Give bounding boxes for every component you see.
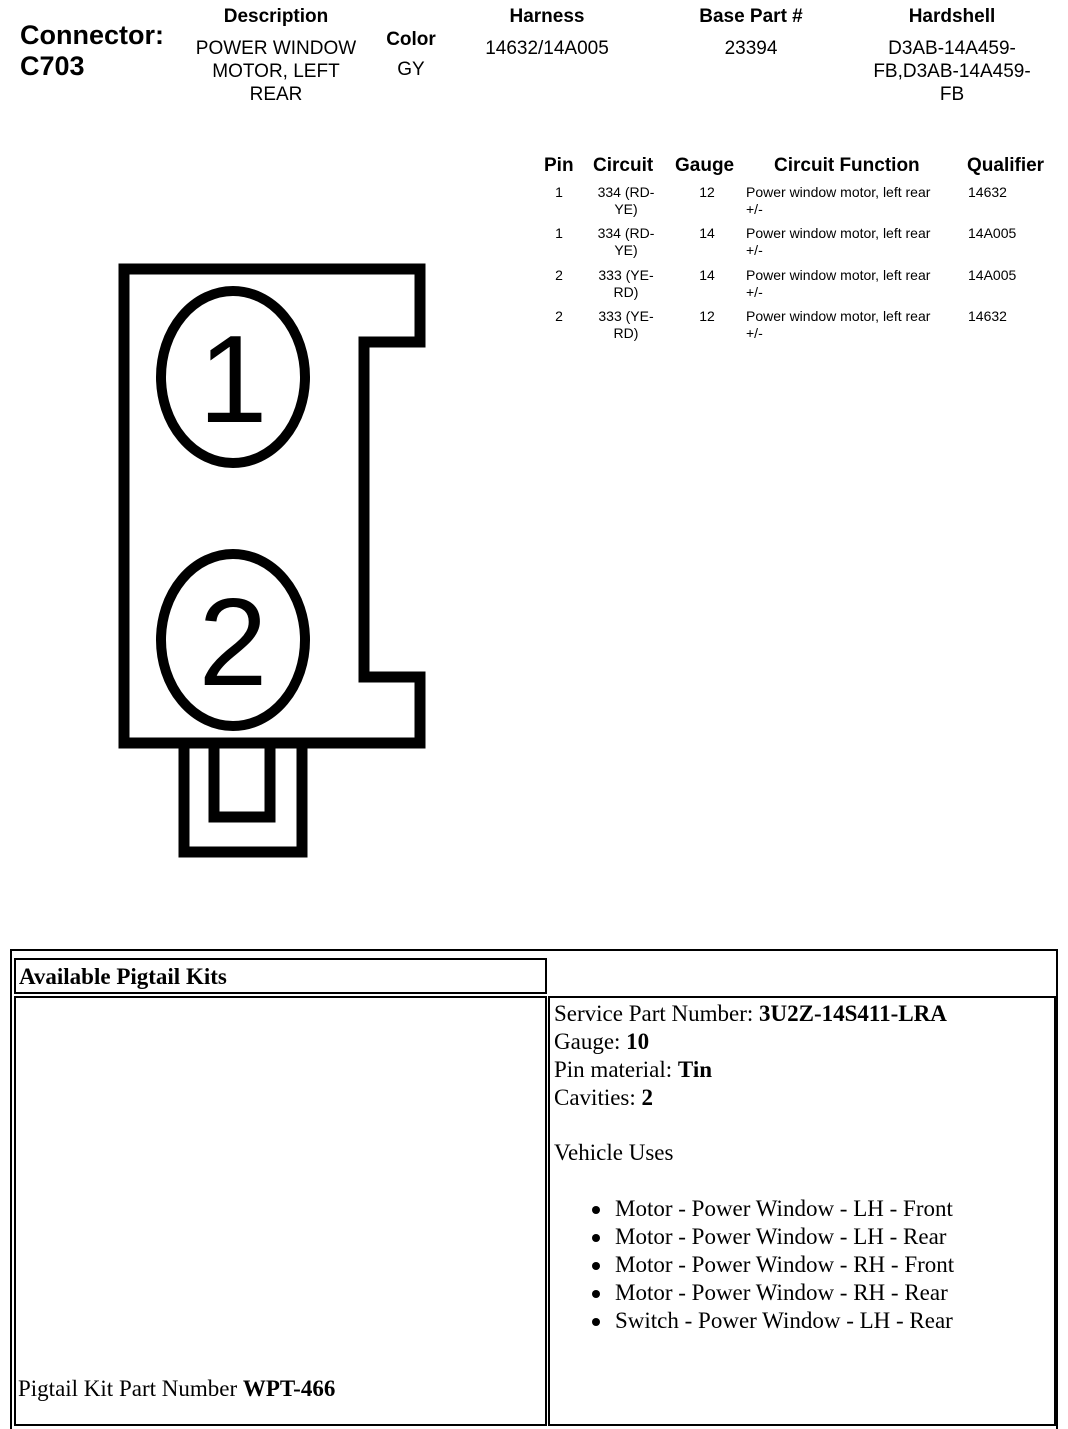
hardshell-heading: Hardshell <box>908 6 996 27</box>
circuit-cell: 333 (YE- RD) <box>598 267 654 300</box>
qualifier-header: Qualifier <box>967 155 1045 176</box>
cavities-label: Cavities: <box>554 1085 636 1110</box>
hardshell-line: FB,D3AB-14A459- <box>873 61 1031 82</box>
function-cell: Power window motor, left rear +/- <box>746 184 931 217</box>
vehicle-uses-title: Vehicle Uses <box>554 1140 674 1165</box>
description-line: MOTOR, LEFT <box>212 61 340 82</box>
hardshell-line: D3AB-14A459- <box>888 38 1016 59</box>
circuit-cell: 333 (YE- RD) <box>598 308 654 341</box>
description-value <box>186 37 366 106</box>
vehicle-uses-list <box>590 1195 954 1335</box>
circuit-header: Circuit <box>593 155 654 176</box>
cavity-1-label: 1 <box>198 311 268 449</box>
description-line: POWER WINDOW <box>195 38 357 59</box>
hardshell-column <box>862 6 1042 106</box>
gauge-label: Gauge: <box>554 1029 621 1054</box>
connector-heading <box>20 20 164 82</box>
connector-id: C703 <box>20 51 85 81</box>
service-part-row <box>554 1000 947 1028</box>
harness-heading: Harness <box>509 6 585 27</box>
gauge-cell: 12 <box>699 308 715 324</box>
connector-latch-inner <box>214 743 270 817</box>
function-cell: Power window motor, left rear +/- <box>746 308 931 341</box>
harness-column <box>466 6 628 60</box>
connector-label: Connector: <box>20 20 164 50</box>
list-item: Motor - Power Window - LH - Rear <box>590 1223 954 1251</box>
description-line: REAR <box>249 84 303 105</box>
gauge-value: 10 <box>626 1029 650 1054</box>
pigtail-kit-value: WPT-466 <box>242 1376 336 1401</box>
qualifier-cell: 14A005 <box>968 225 1017 241</box>
pigtail-kit-label: Pigtail Kit Part Number <box>18 1376 238 1401</box>
base-part-column <box>676 6 826 60</box>
pigtail-kit-number <box>18 1376 335 1402</box>
circuit-cell: 334 (RD- YE) <box>597 225 655 258</box>
description-heading: Description <box>223 6 329 27</box>
service-part-value: 3U2Z-14S411-LRA <box>759 1001 947 1026</box>
pin-header: Pin <box>544 155 574 176</box>
connector-face-diagram <box>110 255 440 865</box>
hardshell-value <box>862 37 1042 106</box>
base-part-heading: Base Part # <box>699 6 803 27</box>
description-column <box>186 6 366 106</box>
pin-cell: 2 <box>555 308 563 324</box>
gauge-cell: 14 <box>699 267 715 283</box>
cavities-value: 2 <box>641 1085 654 1110</box>
function-cell: Power window motor, left rear +/- <box>746 225 931 258</box>
list-item: Motor - Power Window - LH - Front <box>590 1195 954 1223</box>
cavity-2-label: 2 <box>198 574 268 712</box>
pigtail-title: Available Pigtail Kits <box>19 964 227 989</box>
list-item: Motor - Power Window - RH - Front <box>590 1251 954 1279</box>
qualifier-cell: 14A005 <box>968 267 1017 283</box>
pin-material-value: Tin <box>677 1057 713 1082</box>
gauge-row <box>554 1028 947 1056</box>
gauge-header: Gauge <box>675 155 735 176</box>
color-heading: Color <box>386 29 436 50</box>
pin-cell: 1 <box>555 225 563 241</box>
pin-material-row <box>554 1056 947 1084</box>
qualifier-cell: 14632 <box>968 308 1007 324</box>
pin-cell: 1 <box>555 184 563 200</box>
cavities-row <box>554 1084 947 1112</box>
pigtail-specs <box>554 1000 947 1112</box>
connector-latch-outer <box>184 743 302 852</box>
list-item: Switch - Power Window - LH - Rear <box>590 1307 954 1335</box>
function-cell: Power window motor, left rear +/- <box>746 267 931 300</box>
pin-cell: 2 <box>555 267 563 283</box>
circuit-cell: 334 (RD- YE) <box>597 184 655 217</box>
list-item: Motor - Power Window - RH - Rear <box>590 1279 954 1307</box>
function-header: Circuit Function <box>774 155 920 176</box>
pigtail-kit-cell <box>14 996 547 1426</box>
gauge-cell: 12 <box>699 184 715 200</box>
qualifier-cell: 14632 <box>968 184 1007 200</box>
color-value: GY <box>397 59 425 80</box>
harness-value: 14632/14A005 <box>485 38 609 59</box>
pin-material-label: Pin material: <box>554 1057 673 1082</box>
hardshell-line: FB <box>939 84 965 105</box>
color-column <box>376 29 446 81</box>
gauge-cell: 14 <box>699 225 715 241</box>
base-part-value: 23394 <box>724 38 778 59</box>
service-part-label: Service Part Number: <box>554 1001 754 1026</box>
